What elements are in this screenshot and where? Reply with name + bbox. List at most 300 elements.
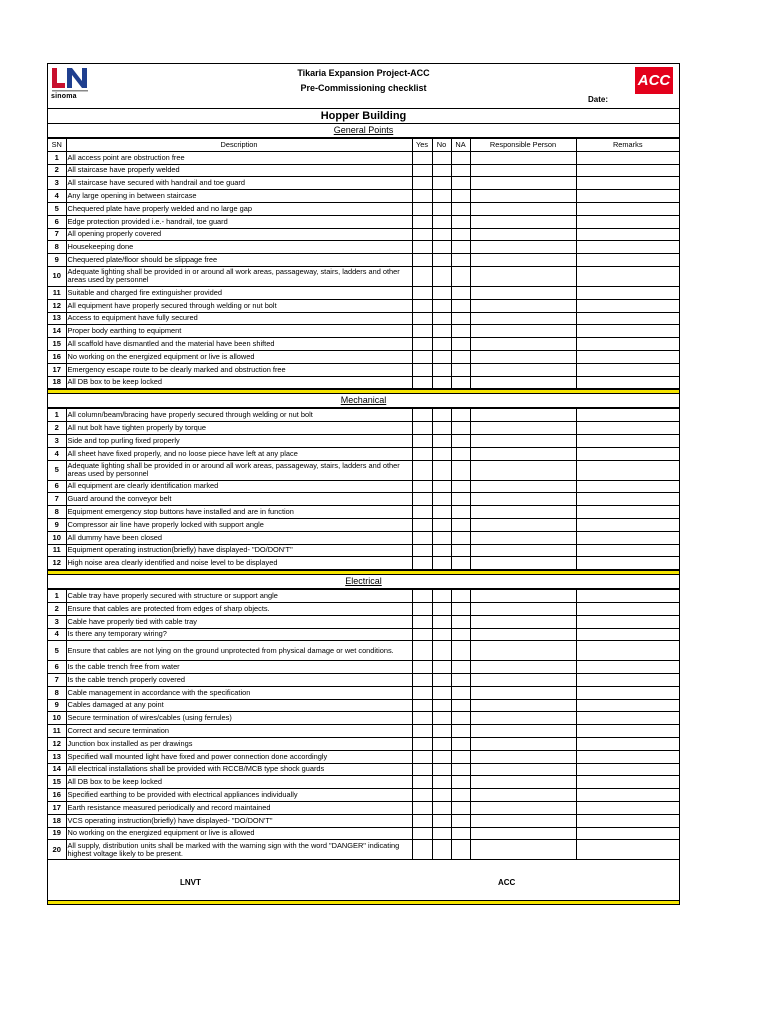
yes-cell[interactable] [412, 674, 432, 687]
responsible-person-cell[interactable] [470, 712, 576, 725]
no-cell[interactable] [432, 518, 451, 531]
no-cell[interactable] [432, 460, 451, 480]
yes-cell[interactable] [412, 266, 432, 286]
logo-subtitle: sinoma [51, 93, 77, 100]
no-cell[interactable] [432, 434, 451, 447]
remarks-cell[interactable] [576, 350, 679, 363]
table-row [48, 434, 679, 447]
column-header: Description [66, 139, 412, 152]
table-row [48, 699, 679, 712]
checklist-table [48, 589, 679, 860]
na-cell[interactable] [451, 557, 470, 570]
table-row [48, 202, 679, 215]
na-cell[interactable] [451, 544, 470, 557]
row-number: 5 [48, 460, 66, 480]
responsible-person-cell[interactable] [470, 590, 576, 603]
row-number: 3 [48, 177, 66, 190]
responsible-person-cell[interactable] [470, 151, 576, 164]
na-cell[interactable] [451, 338, 470, 351]
yes-cell[interactable] [412, 802, 432, 815]
na-cell[interactable] [451, 686, 470, 699]
yes-cell[interactable] [412, 460, 432, 480]
remarks-cell[interactable] [576, 422, 679, 435]
responsible-person-cell[interactable] [470, 480, 576, 493]
yes-cell[interactable] [412, 376, 432, 389]
remarks-cell[interactable] [576, 699, 679, 712]
no-cell[interactable] [432, 164, 451, 177]
na-cell[interactable] [451, 814, 470, 827]
row-number: 7 [48, 493, 66, 506]
responsible-person-cell[interactable] [470, 215, 576, 228]
yes-cell[interactable] [412, 712, 432, 725]
yes-cell[interactable] [412, 409, 432, 422]
no-cell[interactable] [432, 840, 451, 860]
responsible-person-cell[interactable] [470, 266, 576, 286]
responsible-person-cell[interactable] [470, 190, 576, 203]
na-cell[interactable] [451, 615, 470, 628]
responsible-person-cell[interactable] [470, 531, 576, 544]
no-cell[interactable] [432, 789, 451, 802]
remarks-cell[interactable] [576, 802, 679, 815]
yes-cell[interactable] [412, 480, 432, 493]
responsible-person-cell[interactable] [470, 164, 576, 177]
yes-cell[interactable] [412, 789, 432, 802]
no-cell[interactable] [432, 590, 451, 603]
yes-cell[interactable] [412, 215, 432, 228]
no-cell[interactable] [432, 661, 451, 674]
remarks-cell[interactable] [576, 151, 679, 164]
remarks-cell[interactable] [576, 628, 679, 641]
na-cell[interactable] [451, 738, 470, 751]
row-number: 11 [48, 544, 66, 557]
table-row [48, 750, 679, 763]
remarks-cell[interactable] [576, 506, 679, 519]
table-row [48, 215, 679, 228]
yes-cell[interactable] [412, 544, 432, 557]
row-description: Cables damaged at any point [66, 699, 412, 712]
checklist-sheet [47, 63, 680, 905]
yes-cell[interactable] [412, 325, 432, 338]
remarks-cell[interactable] [576, 190, 679, 203]
no-cell[interactable] [432, 628, 451, 641]
yes-cell[interactable] [412, 699, 432, 712]
responsible-person-cell[interactable] [470, 738, 576, 751]
row-number: 11 [48, 286, 66, 299]
no-cell[interactable] [432, 228, 451, 241]
no-cell[interactable] [432, 802, 451, 815]
row-description: Earth resistance measured periodically and record maintained [66, 802, 412, 815]
responsible-person-cell[interactable] [470, 325, 576, 338]
responsible-person-cell[interactable] [470, 299, 576, 312]
no-cell[interactable] [432, 299, 451, 312]
na-cell[interactable] [451, 363, 470, 376]
no-cell[interactable] [432, 641, 451, 661]
table-row [48, 789, 679, 802]
no-cell[interactable] [432, 266, 451, 286]
na-cell[interactable] [451, 602, 470, 615]
yes-cell[interactable] [412, 738, 432, 751]
na-cell[interactable] [451, 802, 470, 815]
no-cell[interactable] [432, 480, 451, 493]
remarks-cell[interactable] [576, 266, 679, 286]
na-cell[interactable] [451, 699, 470, 712]
responsible-person-cell[interactable] [470, 699, 576, 712]
yes-cell[interactable] [412, 434, 432, 447]
responsible-person-cell[interactable] [470, 241, 576, 254]
no-cell[interactable] [432, 325, 451, 338]
na-cell[interactable] [451, 628, 470, 641]
yes-cell[interactable] [412, 750, 432, 763]
na-cell[interactable] [451, 827, 470, 840]
yes-cell[interactable] [412, 177, 432, 190]
responsible-person-cell[interactable] [470, 409, 576, 422]
no-cell[interactable] [432, 615, 451, 628]
row-description: Specified wall mounted light have fixed and power connection done accordingly [66, 750, 412, 763]
na-cell[interactable] [451, 164, 470, 177]
na-cell[interactable] [451, 422, 470, 435]
no-cell[interactable] [432, 712, 451, 725]
na-cell[interactable] [451, 325, 470, 338]
remarks-cell[interactable] [576, 827, 679, 840]
responsible-person-cell[interactable] [470, 686, 576, 699]
no-cell[interactable] [432, 409, 451, 422]
responsible-person-cell[interactable] [470, 286, 576, 299]
remarks-cell[interactable] [576, 590, 679, 603]
no-cell[interactable] [432, 350, 451, 363]
row-description: Side and top purling fixed properly [66, 434, 412, 447]
yes-cell[interactable] [412, 628, 432, 641]
table-row [48, 814, 679, 827]
na-cell[interactable] [451, 215, 470, 228]
yes-cell[interactable] [412, 686, 432, 699]
na-cell[interactable] [451, 190, 470, 203]
section-title: Mechanical [48, 394, 679, 408]
no-cell[interactable] [432, 286, 451, 299]
no-cell[interactable] [432, 202, 451, 215]
no-cell[interactable] [432, 338, 451, 351]
yes-cell[interactable] [412, 312, 432, 325]
remarks-cell[interactable] [576, 557, 679, 570]
row-description: All scaffold have dismantled and the material have been shifted [66, 338, 412, 351]
remarks-cell[interactable] [576, 338, 679, 351]
responsible-person-cell[interactable] [470, 506, 576, 519]
table-row [48, 802, 679, 815]
na-cell[interactable] [451, 241, 470, 254]
responsible-person-cell[interactable] [470, 628, 576, 641]
na-cell[interactable] [451, 299, 470, 312]
responsible-person-cell[interactable] [470, 350, 576, 363]
na-cell[interactable] [451, 493, 470, 506]
na-cell[interactable] [451, 506, 470, 519]
no-cell[interactable] [432, 776, 451, 789]
no-cell[interactable] [432, 557, 451, 570]
yes-cell[interactable] [412, 615, 432, 628]
responsible-person-cell[interactable] [470, 602, 576, 615]
yes-cell[interactable] [412, 557, 432, 570]
no-cell[interactable] [432, 506, 451, 519]
remarks-cell[interactable] [576, 725, 679, 738]
responsible-person-cell[interactable] [470, 363, 576, 376]
yes-cell[interactable] [412, 602, 432, 615]
remarks-cell[interactable] [576, 814, 679, 827]
remarks-cell[interactable] [576, 228, 679, 241]
yes-cell[interactable] [412, 164, 432, 177]
remarks-cell[interactable] [576, 602, 679, 615]
yes-cell[interactable] [412, 254, 432, 267]
no-cell[interactable] [432, 447, 451, 460]
na-cell[interactable] [451, 434, 470, 447]
no-cell[interactable] [432, 674, 451, 687]
no-cell[interactable] [432, 241, 451, 254]
na-cell[interactable] [451, 712, 470, 725]
remarks-cell[interactable] [576, 299, 679, 312]
yes-cell[interactable] [412, 228, 432, 241]
remarks-cell[interactable] [576, 686, 679, 699]
remarks-cell[interactable] [576, 712, 679, 725]
remarks-cell[interactable] [576, 215, 679, 228]
responsible-person-cell[interactable] [470, 776, 576, 789]
remarks-cell[interactable] [576, 325, 679, 338]
remarks-cell[interactable] [576, 286, 679, 299]
responsible-person-cell[interactable] [470, 312, 576, 325]
no-cell[interactable] [432, 190, 451, 203]
responsible-person-cell[interactable] [470, 674, 576, 687]
remarks-cell[interactable] [576, 312, 679, 325]
remarks-cell[interactable] [576, 518, 679, 531]
responsible-person-cell[interactable] [470, 254, 576, 267]
remarks-cell[interactable] [576, 840, 679, 860]
signature-lnvt: LNVT [180, 878, 201, 888]
na-cell[interactable] [451, 151, 470, 164]
responsible-person-cell[interactable] [470, 376, 576, 389]
na-cell[interactable] [451, 750, 470, 763]
table-row [48, 827, 679, 840]
row-description: Edge protection provided i.e.- handrail, toe guard [66, 215, 412, 228]
row-description: Emergency escape route to be clearly marked and obstruction free [66, 363, 412, 376]
yes-cell[interactable] [412, 151, 432, 164]
responsible-person-cell[interactable] [470, 840, 576, 860]
na-cell[interactable] [451, 312, 470, 325]
no-cell[interactable] [432, 725, 451, 738]
yes-cell[interactable] [412, 202, 432, 215]
na-cell[interactable] [451, 674, 470, 687]
na-cell[interactable] [451, 254, 470, 267]
no-cell[interactable] [432, 363, 451, 376]
na-cell[interactable] [451, 531, 470, 544]
na-cell[interactable] [451, 590, 470, 603]
na-cell[interactable] [451, 840, 470, 860]
remarks-cell[interactable] [576, 241, 679, 254]
no-cell[interactable] [432, 738, 451, 751]
remarks-cell[interactable] [576, 447, 679, 460]
responsible-person-cell[interactable] [470, 827, 576, 840]
na-cell[interactable] [451, 725, 470, 738]
remarks-cell[interactable] [576, 363, 679, 376]
table-row [48, 776, 679, 789]
section-title: Electrical [48, 575, 679, 589]
table-row [48, 447, 679, 460]
na-cell[interactable] [451, 409, 470, 422]
row-description: All column/beam/bracing have properly secured through welding or nut bolt [66, 409, 412, 422]
remarks-cell[interactable] [576, 738, 679, 751]
table-row [48, 177, 679, 190]
responsible-person-cell[interactable] [470, 661, 576, 674]
responsible-person-cell[interactable] [470, 544, 576, 557]
remarks-cell[interactable] [576, 493, 679, 506]
yes-cell[interactable] [412, 506, 432, 519]
remarks-cell[interactable] [576, 641, 679, 661]
remarks-cell[interactable] [576, 789, 679, 802]
row-description: Is the cable trench properly covered [66, 674, 412, 687]
na-cell[interactable] [451, 228, 470, 241]
yes-cell[interactable] [412, 840, 432, 860]
building-title: Hopper Building [48, 109, 679, 124]
remarks-cell[interactable] [576, 674, 679, 687]
remarks-cell[interactable] [576, 409, 679, 422]
responsible-person-cell[interactable] [470, 202, 576, 215]
sections-container [48, 124, 679, 860]
yes-cell[interactable] [412, 363, 432, 376]
responsible-person-cell[interactable] [470, 338, 576, 351]
responsible-person-cell[interactable] [470, 763, 576, 776]
responsible-person-cell[interactable] [470, 493, 576, 506]
yes-cell[interactable] [412, 725, 432, 738]
table-row [48, 286, 679, 299]
row-number: 14 [48, 763, 66, 776]
column-header: Yes [412, 139, 432, 152]
no-cell[interactable] [432, 422, 451, 435]
na-cell[interactable] [451, 776, 470, 789]
na-cell[interactable] [451, 447, 470, 460]
no-cell[interactable] [432, 493, 451, 506]
remarks-cell[interactable] [576, 661, 679, 674]
no-cell[interactable] [432, 544, 451, 557]
yes-cell[interactable] [412, 190, 432, 203]
row-number: 8 [48, 241, 66, 254]
yes-cell[interactable] [412, 590, 432, 603]
no-cell[interactable] [432, 699, 451, 712]
na-cell[interactable] [451, 376, 470, 389]
remarks-cell[interactable] [576, 376, 679, 389]
na-cell[interactable] [451, 480, 470, 493]
remarks-cell[interactable] [576, 544, 679, 557]
row-number: 6 [48, 661, 66, 674]
na-cell[interactable] [451, 661, 470, 674]
no-cell[interactable] [432, 814, 451, 827]
yes-cell[interactable] [412, 299, 432, 312]
na-cell[interactable] [451, 202, 470, 215]
responsible-person-cell[interactable] [470, 802, 576, 815]
responsible-person-cell[interactable] [470, 228, 576, 241]
no-cell[interactable] [432, 376, 451, 389]
na-cell[interactable] [451, 266, 470, 286]
row-description: Junction box installed as per drawings [66, 738, 412, 751]
checklist-table [48, 408, 679, 570]
no-cell[interactable] [432, 254, 451, 267]
remarks-cell[interactable] [576, 776, 679, 789]
na-cell[interactable] [451, 789, 470, 802]
responsible-person-cell[interactable] [470, 422, 576, 435]
no-cell[interactable] [432, 531, 451, 544]
na-cell[interactable] [451, 286, 470, 299]
no-cell[interactable] [432, 763, 451, 776]
remarks-cell[interactable] [576, 202, 679, 215]
column-header: Remarks [576, 139, 679, 152]
responsible-person-cell[interactable] [470, 557, 576, 570]
yes-cell[interactable] [412, 827, 432, 840]
yes-cell[interactable] [412, 422, 432, 435]
responsible-person-cell[interactable] [470, 725, 576, 738]
row-number: 9 [48, 518, 66, 531]
remarks-cell[interactable] [576, 460, 679, 480]
row-number: 9 [48, 254, 66, 267]
no-cell[interactable] [432, 177, 451, 190]
remarks-cell[interactable] [576, 480, 679, 493]
row-description: All opening properly covered [66, 228, 412, 241]
remarks-cell[interactable] [576, 164, 679, 177]
yes-cell[interactable] [412, 531, 432, 544]
na-cell[interactable] [451, 350, 470, 363]
responsible-person-cell[interactable] [470, 789, 576, 802]
responsible-person-cell[interactable] [470, 615, 576, 628]
no-cell[interactable] [432, 312, 451, 325]
row-description: Is the cable trench free from water [66, 661, 412, 674]
row-description: Equipment emergency stop buttons have installed and are in function [66, 506, 412, 519]
yes-cell[interactable] [412, 641, 432, 661]
yes-cell[interactable] [412, 338, 432, 351]
na-cell[interactable] [451, 518, 470, 531]
responsible-person-cell[interactable] [470, 447, 576, 460]
na-cell[interactable] [451, 177, 470, 190]
yes-cell[interactable] [412, 241, 432, 254]
yes-cell[interactable] [412, 814, 432, 827]
responsible-person-cell[interactable] [470, 518, 576, 531]
responsible-person-cell[interactable] [470, 460, 576, 480]
responsible-person-cell[interactable] [470, 750, 576, 763]
no-cell[interactable] [432, 686, 451, 699]
remarks-cell[interactable] [576, 434, 679, 447]
no-cell[interactable] [432, 827, 451, 840]
remarks-cell[interactable] [576, 531, 679, 544]
responsible-person-cell[interactable] [470, 177, 576, 190]
responsible-person-cell[interactable] [470, 434, 576, 447]
yes-cell[interactable] [412, 286, 432, 299]
table-row [48, 228, 679, 241]
yes-cell[interactable] [412, 493, 432, 506]
no-cell[interactable] [432, 215, 451, 228]
yes-cell[interactable] [412, 350, 432, 363]
no-cell[interactable] [432, 750, 451, 763]
yes-cell[interactable] [412, 661, 432, 674]
no-cell[interactable] [432, 602, 451, 615]
remarks-cell[interactable] [576, 615, 679, 628]
responsible-person-cell[interactable] [470, 641, 576, 661]
remarks-cell[interactable] [576, 177, 679, 190]
yes-cell[interactable] [412, 776, 432, 789]
na-cell[interactable] [451, 763, 470, 776]
na-cell[interactable] [451, 641, 470, 661]
yes-cell[interactable] [412, 763, 432, 776]
remarks-cell[interactable] [576, 763, 679, 776]
remarks-cell[interactable] [576, 750, 679, 763]
na-cell[interactable] [451, 460, 470, 480]
yes-cell[interactable] [412, 447, 432, 460]
no-cell[interactable] [432, 151, 451, 164]
row-description: All electrical installations shall be provided with RCCB/MCB type shock guards [66, 763, 412, 776]
remarks-cell[interactable] [576, 254, 679, 267]
responsible-person-cell[interactable] [470, 814, 576, 827]
yes-cell[interactable] [412, 518, 432, 531]
